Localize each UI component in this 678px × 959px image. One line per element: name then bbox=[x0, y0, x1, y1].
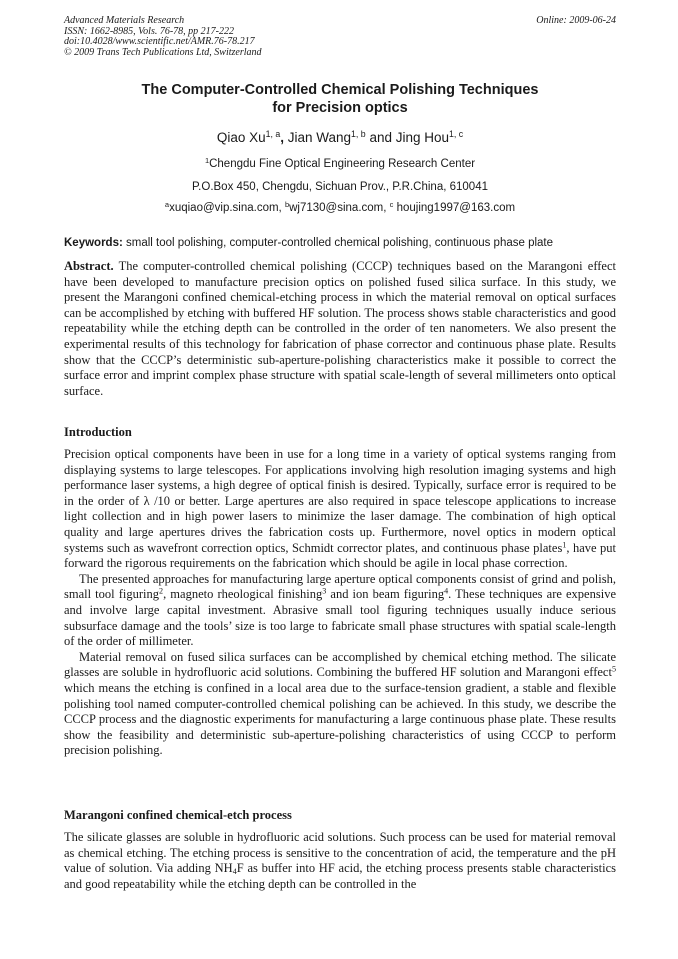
title-line-1: The Computer-Controlled Chemical Polishing Techniques bbox=[141, 82, 539, 98]
citation-superscript: 2 bbox=[159, 586, 164, 596]
paper-title bbox=[64, 81, 616, 117]
paragraph-text: which means the etching is confined in a local area due to the surface-tension gradient, a stable and flexible polishing tool named computer-controlled chemical polishing can be achieved. In this study, we describe the CCCP process and the diagnostic experiments for manufacturing a large continuous phase plate. These results show the feasibility and deterministic sub-aperture-polishing characteristics of using CCCP to perform precision polishing. bbox=[64, 680, 616, 758]
citation-superscript: 4 bbox=[444, 586, 449, 596]
author-name: Jing Hou bbox=[395, 130, 450, 145]
email-list bbox=[64, 201, 616, 215]
email-superscript: c bbox=[389, 199, 394, 209]
affiliation-superscript: 1 bbox=[204, 155, 210, 165]
issn-line: ISSN: 1662-8985, Vols. 76-78, pp 217-222 bbox=[64, 25, 234, 37]
author-superscript: 1, b bbox=[351, 129, 366, 140]
author-list: Qiao Xu$^{1, a}$, Jian Wang$^{1, b}$ and Jing Hou$^{1, c}$ bbox=[216, 129, 464, 145]
keywords bbox=[64, 236, 616, 250]
affiliation bbox=[64, 157, 616, 171]
paragraph-text: . These techniques are expensive and involve large capital investment. Abrasive small tool figuring techniques usually induce serious subsurface damage and the tools’ size is too large to fabricate small phase structures with spatial scale-length of the order of millimeter. bbox=[64, 587, 616, 649]
paragraph-text: The presented approaches for manufacturing large aperture optical components consist of grind and polish, small tool figuring bbox=[64, 571, 616, 602]
paragraph-text: Precision optical components have been in use for a long time in a variety of optical systems ranging from displaying systems to large telescopes. For applications involving high resolution imaging systems and high performance laser systems, a high degree of optical finish is desired. Typically, surface error is required to be in the order of λ /10 or better. Large apertures are also required in space telescope applications to increase light collection and in high power lasers to minimize the laser damage. The combination of high optical quality and large apertures drives the fabrication costs up. Furthermore, novel optics in modern optical systems such as wavefront correction optics, Schmidt corrector plates, and continuous phase plates bbox=[64, 447, 616, 555]
marangoni-body bbox=[64, 830, 616, 892]
paragraph-text: and ion beam figuring bbox=[326, 587, 445, 602]
section-heading-introduction: Introduction bbox=[64, 425, 132, 439]
email-address: houjing1997@163.com bbox=[396, 202, 516, 214]
online-date: Online: 2009-06-24 bbox=[536, 15, 616, 26]
citation-superscript: 5 bbox=[611, 664, 616, 674]
keywords-label: Keywords: bbox=[64, 237, 123, 249]
abstract bbox=[64, 259, 616, 399]
paragraph-text: Material removal on fused silica surfaces can be accomplished by chemical etching method. The silicate glasses are soluble in hydrofluoric acid solutions. Combining the buffered HF solution and Marangoni effect bbox=[64, 649, 616, 680]
paragraph bbox=[64, 447, 616, 572]
paragraph bbox=[64, 572, 616, 650]
email-superscript: b bbox=[284, 199, 290, 209]
email-superscript: a bbox=[164, 199, 170, 209]
email-address: wj7130@sina.com, bbox=[289, 202, 387, 214]
paragraph-text: F as buffer into HF acid, the etching process presents stable characteristics and good repeatability while the etching depth can be controlled in the bbox=[64, 861, 616, 891]
journal-name: Advanced Materials Research bbox=[64, 15, 185, 26]
abstract-text: The computer-controlled chemical polishing (CCCP) techniques based on the Marangoni effect have been developed to manufacture precision optics on polished fused silica surface. In this study, we present the Marangoni confined chemical-etching process in which the material removal on optical surfaces can be accomplished by etching with buffered HF solution. The process shows stable characteristics and good repeatability while the etching depth can be controlled in the order of ten nanometers. We also present the experimental results of this technology for fabrication of phase corrector and continuous phase plate. Results show that the CCCP’s deterministic sub-aperture-polishing characteristics make it possible to correct the surface error and imprint complex phase structure with spatial scale-length of several millimeters onto optical surface. bbox=[64, 259, 616, 398]
author-name: Qiao Xu bbox=[216, 130, 266, 145]
abstract-label: Abstract. bbox=[64, 259, 114, 273]
paragraph-text: The silicate glasses are soluble in hydrofluoric acid solutions. Such process can be used for material removal as chemical etching. The etching process is sensitive to the concentration of acid, the temperature and the pH value of solution. Via adding NH bbox=[64, 830, 616, 876]
paragraph bbox=[64, 830, 616, 892]
title-line-2: for Precision optics bbox=[272, 100, 408, 116]
section-heading-marangoni: Marangoni confined chemical-etch process bbox=[64, 808, 292, 822]
citation-superscript: 1 bbox=[562, 540, 567, 550]
author-superscript: 1, c bbox=[449, 129, 464, 140]
postal-address: P.O.Box 450, Chengdu, Sichuan Prov., P.R.China, 610041 bbox=[191, 181, 488, 193]
author-conjunction: and bbox=[369, 130, 392, 145]
author-superscript: 1, a bbox=[265, 129, 281, 140]
journal-header bbox=[64, 16, 616, 58]
affiliation-name: Chengdu Fine Optical Engineering Research Center bbox=[209, 158, 476, 170]
paragraph bbox=[64, 650, 616, 759]
doi-line: doi:10.4028/www.scientific.net/AMR.76-78.217 bbox=[64, 36, 255, 47]
keywords-text: small tool polishing, computer-controlled chemical polishing, continuous phase plate bbox=[126, 237, 554, 249]
introduction-body bbox=[64, 447, 616, 759]
paragraph-text: , magneto rheological finishing bbox=[163, 587, 323, 602]
citation-superscript: 3 bbox=[322, 586, 327, 596]
copyright-line: © 2009 Trans Tech Publications Ltd, Switzerland bbox=[64, 46, 262, 58]
email-address: xuqiao@vip.sina.com, bbox=[169, 202, 282, 214]
author-name: Jian Wang bbox=[287, 130, 352, 145]
chemical-subscript: 4 bbox=[232, 867, 237, 877]
paragraph-text: , have put forward the rigorous requirements on the fabrication which should be agile in local phase correction. bbox=[64, 540, 617, 571]
